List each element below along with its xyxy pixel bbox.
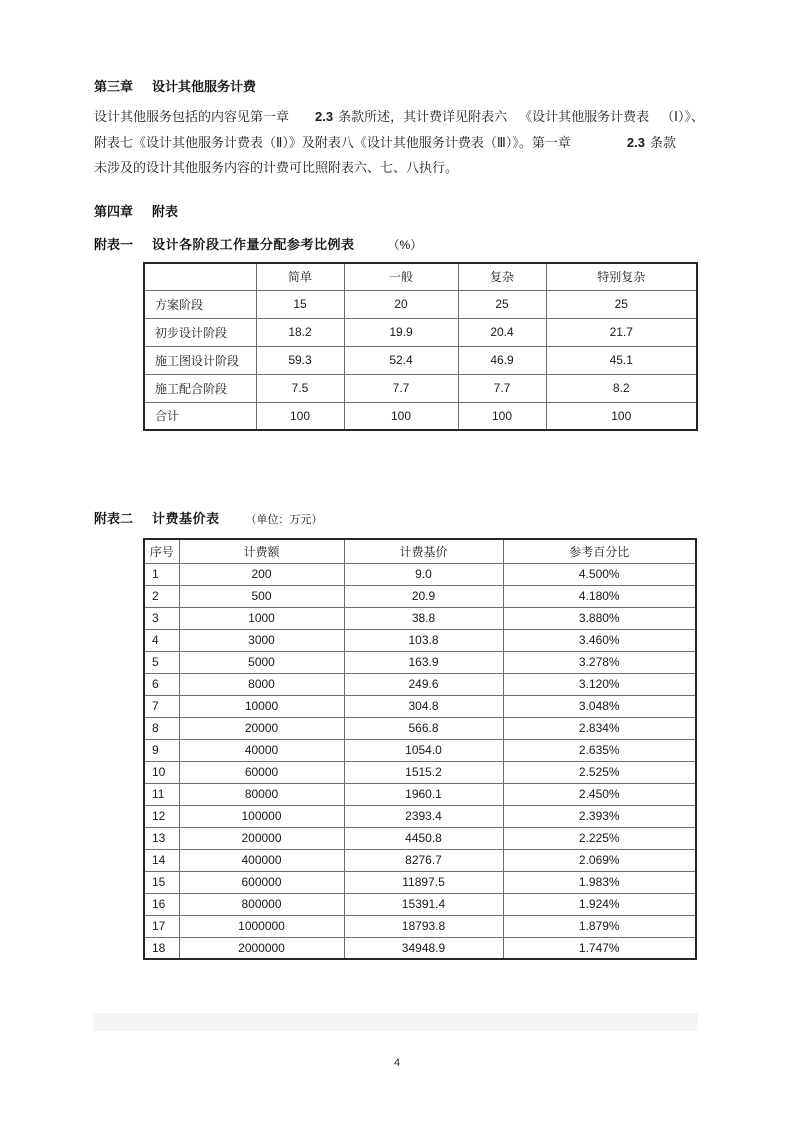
table-cell: 200 (179, 563, 344, 585)
table-cell: 2.635% (503, 739, 696, 761)
table-row (144, 563, 696, 585)
table-cell: 3.120% (503, 673, 696, 695)
chapter-3-heading (94, 76, 256, 95)
table-cell: 21.7 (546, 318, 697, 346)
table-cell: 800000 (179, 893, 344, 915)
table1-caption-note: （%） (387, 238, 423, 252)
table-row (144, 761, 696, 783)
table-row (144, 827, 696, 849)
table-cell: 304.8 (344, 695, 503, 717)
table-cell: 40000 (179, 739, 344, 761)
table-row (144, 374, 697, 402)
table2-caption-label: 附表二 (94, 511, 134, 526)
table-cell: 18793.8 (344, 915, 503, 937)
table-cell: 4450.8 (344, 827, 503, 849)
table-cell: 3 (144, 607, 179, 629)
table-cell: 2393.4 (344, 805, 503, 827)
table-row (144, 585, 696, 607)
table-cell: 100 (458, 402, 546, 430)
table-row (144, 402, 697, 430)
chapter-4-heading (94, 201, 178, 220)
table-row (144, 318, 697, 346)
table-cell: 52.4 (344, 346, 458, 374)
text-segment: 《设计其他服务计费表 (519, 109, 650, 124)
table-cell: 1.924% (503, 893, 696, 915)
table2-caption-note: （单位：万元） (245, 514, 323, 526)
table-cell: 4 (144, 629, 179, 651)
table-cell: 3.880% (503, 607, 696, 629)
table-cell: 10 (144, 761, 179, 783)
table-cell: 2.525% (503, 761, 696, 783)
body-paragraph (94, 104, 710, 181)
table-row (144, 893, 696, 915)
table-cell: 500 (179, 585, 344, 607)
paragraph-line-2 (94, 130, 710, 156)
column-header: 计费额 (179, 539, 344, 563)
text-segment: （Ⅰ）》、 (661, 109, 704, 124)
table2-caption-title: 计费基价表 (152, 511, 220, 526)
fee-base-price-table (143, 538, 697, 960)
table-cell: 3.048% (503, 695, 696, 717)
table-cell: 1515.2 (344, 761, 503, 783)
column-header: 序号 (144, 539, 179, 563)
table-cell: 2.834% (503, 717, 696, 739)
table-cell: 1000 (179, 607, 344, 629)
text-segment: 附表七《设计其他服务计费表（Ⅱ）》及附表八《设计其他服务计费表（Ⅲ）》。第一章 (94, 134, 571, 150)
table-cell: 施工配合阶段 (144, 374, 256, 402)
table-cell: 方案阶段 (144, 290, 256, 318)
column-header: 一般 (344, 263, 458, 290)
table-cell: 8000 (179, 673, 344, 695)
table-cell: 5 (144, 651, 179, 673)
table-cell: 20 (344, 290, 458, 318)
table-row (144, 805, 696, 827)
table-cell: 1.747% (503, 937, 696, 959)
table1-caption (94, 234, 422, 253)
inline-clause-number: 2.3 (626, 134, 645, 150)
table-row (144, 346, 697, 374)
table-cell: 80000 (179, 783, 344, 805)
header-row (144, 263, 697, 290)
column-header: 计费基价 (344, 539, 503, 563)
table-cell: 7.5 (256, 374, 344, 402)
table-cell: 4.500% (503, 563, 696, 585)
table-cell: 20.9 (344, 585, 503, 607)
table-cell: 9 (144, 739, 179, 761)
table-cell: 100 (344, 402, 458, 430)
header-row (144, 539, 696, 563)
table-row (144, 673, 696, 695)
table-cell: 103.8 (344, 629, 503, 651)
table-cell: 7 (144, 695, 179, 717)
table-cell: 100 (546, 402, 697, 430)
table1-caption-label: 附表一 (94, 237, 134, 252)
table-cell: 6 (144, 673, 179, 695)
table-cell: 8.2 (546, 374, 697, 402)
chapter-4-title: 附表 (152, 204, 179, 219)
table-row (144, 607, 696, 629)
text-segment: 设计其他服务包括的内容见第一章 (94, 109, 290, 124)
table-cell: 13 (144, 827, 179, 849)
table-cell: 7.7 (344, 374, 458, 402)
table-cell: 20000 (179, 717, 344, 739)
table-cell: 8276.7 (344, 849, 503, 871)
inline-clause-number: 2.3 (315, 109, 334, 124)
table-cell: 19.9 (344, 318, 458, 346)
table-cell: 2.393% (503, 805, 696, 827)
table-cell: 60000 (179, 761, 344, 783)
table-row (144, 290, 697, 318)
table-cell: 1.983% (503, 871, 696, 893)
table-cell: 18.2 (256, 318, 344, 346)
chapter-4-label: 第四章 (94, 204, 134, 219)
table-cell: 合计 (144, 402, 256, 430)
table-cell: 14 (144, 849, 179, 871)
table-cell: 7.7 (458, 374, 546, 402)
table-row (144, 651, 696, 673)
column-header: 简单 (256, 263, 344, 290)
table-cell: 163.9 (344, 651, 503, 673)
table-cell: 2.069% (503, 849, 696, 871)
table-cell: 59.3 (256, 346, 344, 374)
footer-band (93, 1013, 698, 1031)
table-cell: 46.9 (458, 346, 546, 374)
table-cell: 38.8 (344, 607, 503, 629)
page-number: 4 (393, 1057, 401, 1069)
table2-caption (94, 508, 323, 527)
table-row (144, 739, 696, 761)
table-cell: 249.6 (344, 673, 503, 695)
table-cell: 3.278% (503, 651, 696, 673)
table-row (144, 915, 696, 937)
table-row (144, 629, 696, 651)
table-cell: 16 (144, 893, 179, 915)
table-cell: 200000 (179, 827, 344, 849)
table-cell: 2000000 (179, 937, 344, 959)
table-cell: 施工图设计阶段 (144, 346, 256, 374)
table-row (144, 717, 696, 739)
table-cell: 34948.9 (344, 937, 503, 959)
table-cell: 45.1 (546, 346, 697, 374)
chapter-3-label: 第三章 (94, 79, 134, 94)
column-header: 特别复杂 (546, 263, 697, 290)
text-segment: 条款所述，其计费详见附表六 (338, 109, 508, 124)
table-cell: 17 (144, 915, 179, 937)
paragraph-line-1 (94, 104, 710, 130)
table-cell: 1.879% (503, 915, 696, 937)
table-cell: 15 (256, 290, 344, 318)
table-cell: 2.450% (503, 783, 696, 805)
table-cell: 初步设计阶段 (144, 318, 256, 346)
text-segment: 未涉及的设计其他服务内容的计费可比照附表六、七、八执行。 (94, 160, 459, 175)
table-cell: 5000 (179, 651, 344, 673)
table-cell: 25 (546, 290, 697, 318)
table-cell: 20.4 (458, 318, 546, 346)
table-cell: 10000 (179, 695, 344, 717)
table-cell: 2 (144, 585, 179, 607)
table-cell: 9.0 (344, 563, 503, 585)
table-cell: 1054.0 (344, 739, 503, 761)
table-cell: 1960.1 (344, 783, 503, 805)
table-row (144, 937, 696, 959)
table-cell: 1000000 (179, 915, 344, 937)
table-cell: 400000 (179, 849, 344, 871)
table-cell: 2.225% (503, 827, 696, 849)
table-cell: 100 (256, 402, 344, 430)
table-cell: 1 (144, 563, 179, 585)
table-cell: 11897.5 (344, 871, 503, 893)
chapter-3-title: 设计其他服务计费 (152, 79, 257, 94)
table1-caption-title: 设计各阶段工作量分配参考比例表 (152, 237, 355, 252)
table-cell: 18 (144, 937, 179, 959)
table-cell: 4.180% (503, 585, 696, 607)
table-cell: 12 (144, 805, 179, 827)
table-row (144, 849, 696, 871)
table-cell: 11 (144, 783, 179, 805)
table-cell: 566.8 (344, 717, 503, 739)
table-cell: 3000 (179, 629, 344, 651)
table-cell: 25 (458, 290, 546, 318)
column-header: 复杂 (458, 263, 546, 290)
table-row (144, 871, 696, 893)
table-cell: 8 (144, 717, 179, 739)
text-segment: 条款 (649, 134, 676, 150)
paragraph-line-3 (94, 155, 710, 181)
stage-workload-table (143, 262, 698, 431)
table-row (144, 783, 696, 805)
table-cell: 3.460% (503, 629, 696, 651)
table-cell: 15391.4 (344, 893, 503, 915)
table-row (144, 695, 696, 717)
table-cell: 15 (144, 871, 179, 893)
column-header (144, 263, 256, 290)
table-cell: 600000 (179, 871, 344, 893)
table-cell: 100000 (179, 805, 344, 827)
column-header: 参考百分比 (503, 539, 696, 563)
